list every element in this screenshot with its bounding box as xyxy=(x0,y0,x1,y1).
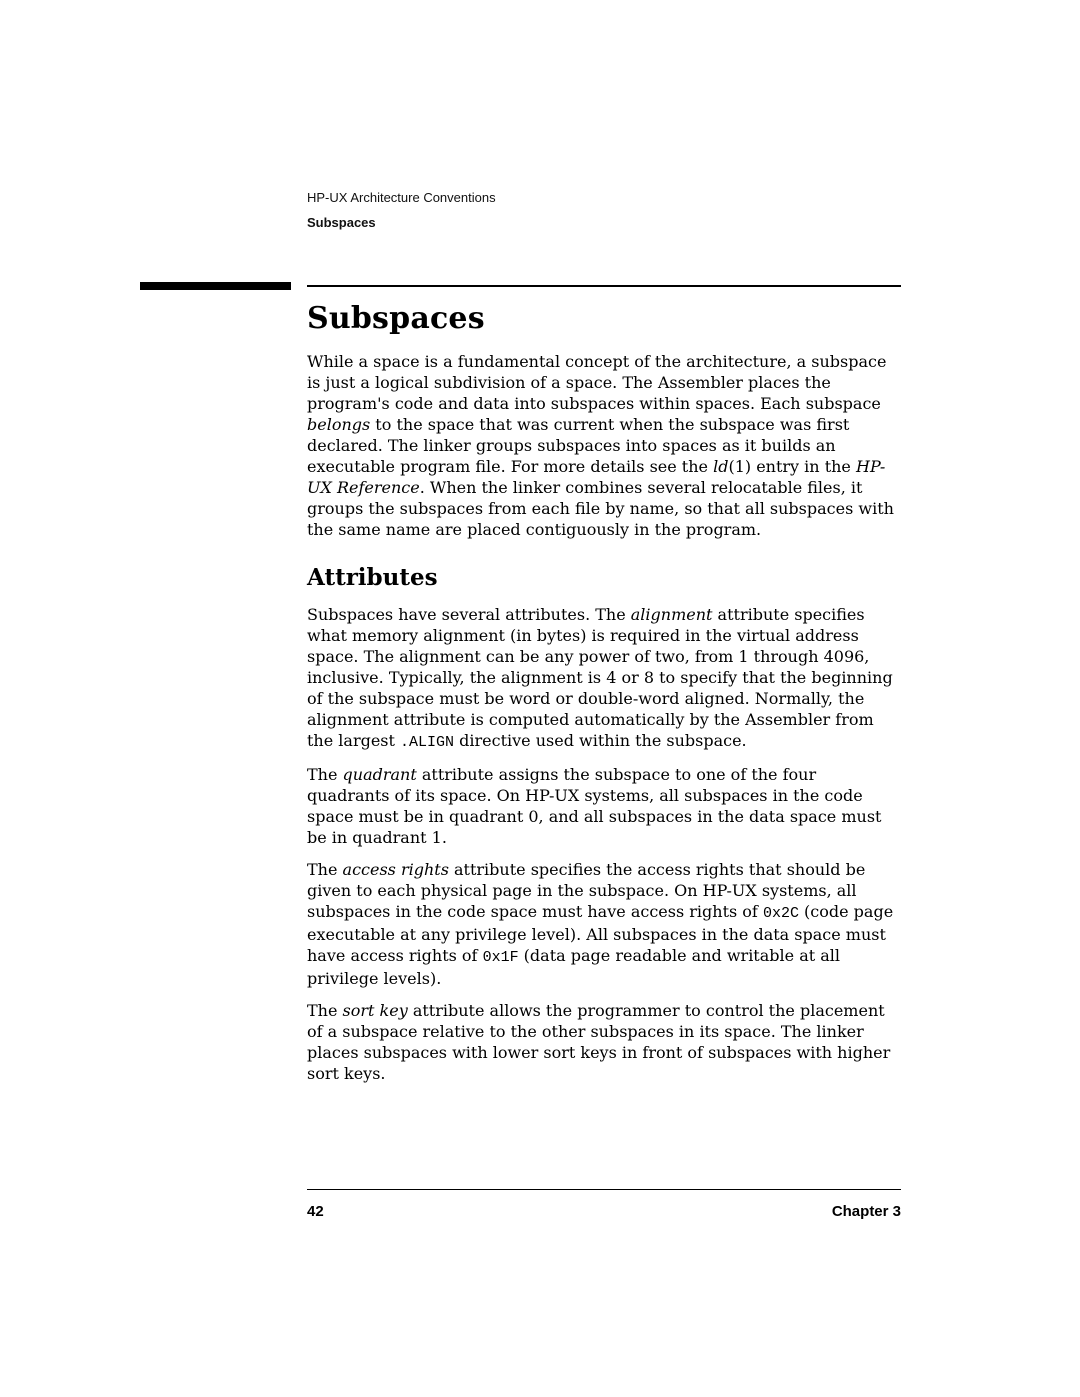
paragraph-intro xyxy=(307,351,903,540)
page-number: 42 xyxy=(307,1203,324,1220)
paragraph-quadrant xyxy=(307,764,903,848)
text-run-mono: .ALIGN xyxy=(400,734,455,751)
paragraph-sort-key xyxy=(307,1000,903,1084)
text-run-normal: (data page readable and writable at all privilege levels). xyxy=(307,946,841,988)
running-header xyxy=(307,189,496,231)
text-run-normal: (code page executable at any privilege level). All subspaces in the data space must have access rights of xyxy=(307,902,894,965)
text-run-normal: attribute specifies the access rights that should be given to each physical page in the subspace. On HP-UX systems, all subspaces in the code space must have access rights of xyxy=(307,860,866,921)
text-run-italic: sort key xyxy=(342,1001,408,1020)
page-title: Subspaces xyxy=(307,301,485,336)
text-run-normal: The xyxy=(307,1001,343,1020)
text-run-italic: ld xyxy=(713,457,729,476)
section-heading-attributes: Attributes xyxy=(307,564,438,591)
text-run-normal: . When the linker combines several relocatable files, it groups the subspaces from each file by name, so that all subspaces with the same name are placed contiguously in the program. xyxy=(307,478,894,539)
text-run-italic: access rights xyxy=(342,860,449,879)
running-header-title: HP-UX Architecture Conventions xyxy=(307,190,496,205)
text-run-normal: attribute specifies what memory alignment (in bytes) is required in the virtual address space. The alignment can be any power of two, from 1 through 4096, inclusive. Typically, the alignment is 4 or 8 to specify that the beginning of the subspace must be word or double-word aligned. Normally, the alignment attribute is computed automatically by the Assembler from the largest xyxy=(307,605,893,750)
body-column xyxy=(307,302,903,1095)
text-run-normal: to the space that was current when the subspace was first declared. The linker groups subspaces into spaces as it builds an executable program file. For more details see the xyxy=(307,415,850,476)
text-run-italic: alignment xyxy=(630,605,713,624)
text-run-normal: The xyxy=(307,860,343,879)
running-header-section: Subspaces xyxy=(307,215,376,230)
text-run-mono: 0x2C xyxy=(762,905,799,922)
title-rule-thin-line xyxy=(307,285,901,287)
text-run-normal: (1) entry in the xyxy=(728,457,856,476)
chapter-label: Chapter 3 xyxy=(831,1203,901,1220)
text-run-normal: Subspaces have several attributes. The xyxy=(307,605,631,624)
title-rule-thick-bar xyxy=(140,282,291,290)
footer-rule xyxy=(307,1189,901,1190)
text-run-normal: The xyxy=(307,765,343,784)
text-run-italic: quadrant xyxy=(342,765,417,784)
text-run-italic: HP-UX Reference xyxy=(307,457,886,497)
text-run-normal: attribute allows the programmer to control the placement of a subspace relative to the other subspaces in its space. The linker places subspaces with lower sort keys in front of subspaces with higher sort keys. xyxy=(307,1001,891,1083)
text-run-mono: 0x1F xyxy=(482,949,519,966)
text-run-normal: While a space is a fundamental concept of the architecture, a subspace is just a logical subdivision of a space. The Assembler places the program's code and data into subspaces within spaces. Each subspace xyxy=(307,352,887,413)
text-run-normal: attribute assigns the subspace to one of the four quadrants of its space. On HP-UX systems, all subspaces in the code space must be in quadrant 0, and all subspaces in the data space must be in quadrant 1. xyxy=(307,765,882,847)
paragraph-access-rights xyxy=(307,859,903,989)
text-run-normal: directive used within the subspace. xyxy=(454,731,747,750)
page-footer xyxy=(307,1203,901,1220)
paragraph-alignment xyxy=(307,604,903,753)
text-run-italic: belongs xyxy=(307,415,371,434)
